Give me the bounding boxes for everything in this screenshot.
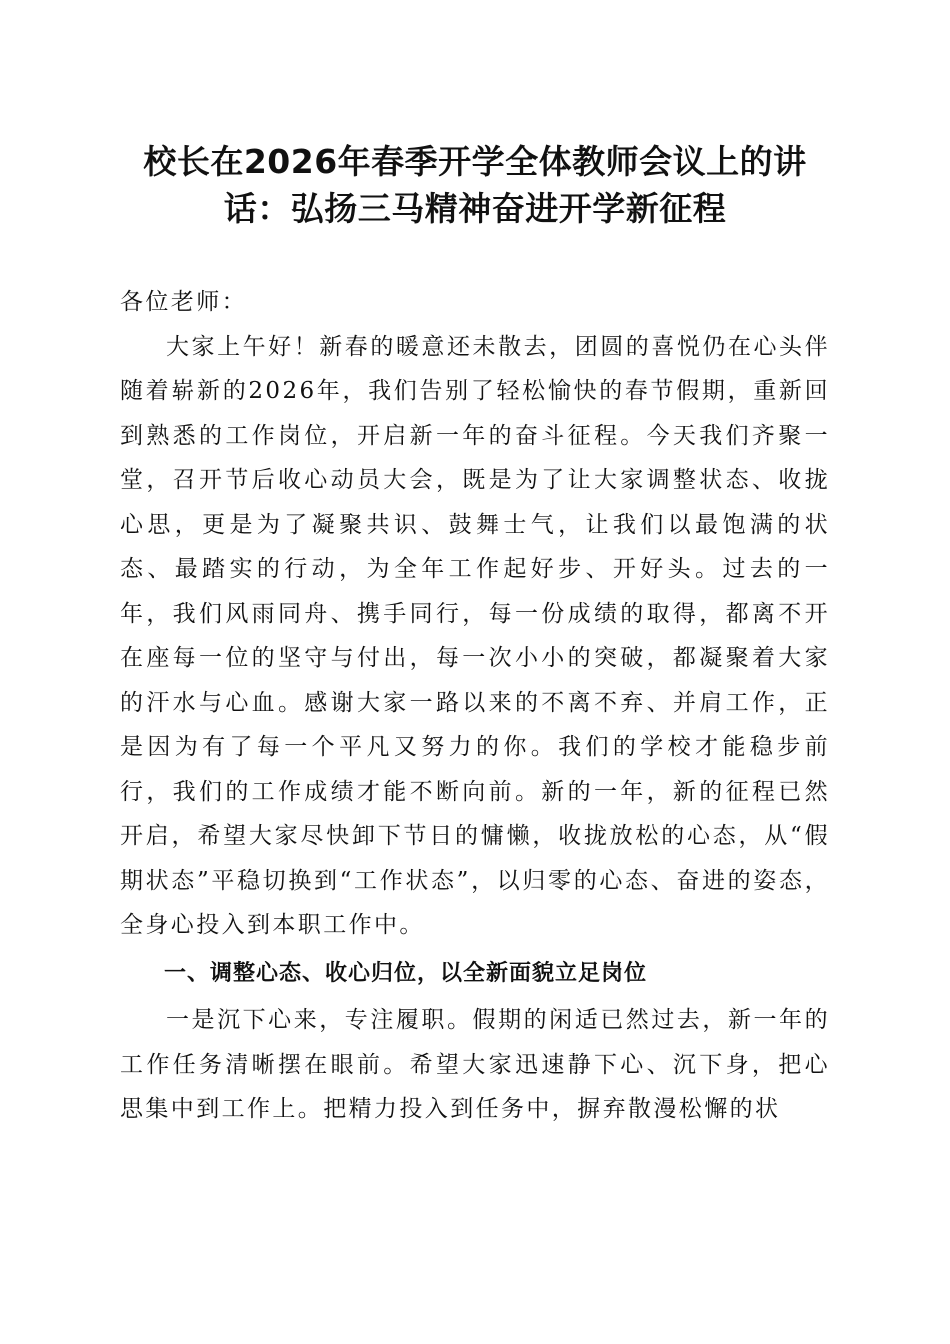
body-paragraph: 大家上午好！新春的暖意还未散去，团圆的喜悦仍在心头伴随着崭新的2026年，我们告别了轻松愉快的春节假期，重新回到熟悉的工作岗位，开启新一年的奋斗征程。今天我们齐聚一堂，召开节后收心动员大会，既是为了让大家调整状态、收拢心思，更是为了凝聚共识、鼓舞士气，让我们以最饱满的状态、最踏实的行动，为全年工作起好步、开好头。过去的一年，我们风雨同舟、携手同行，每一份成绩的取得，都离不开在座每一位的坚守与付出，每一次小小的突破，都凝聚着大家的汗水与心血。感谢大家一路以来的不离不弃、并肩工作，正是因为有了每一个平凡又努力的你。我们的学校才能稳步前行，我们的工作成绩才能不断向前。新的一年，新的征程已然开启，希望大家尽快卸下节日的慵懒，收拢放松的心态，从“假期状态”平稳切换到“工作状态”，以归零的心态、奋进的姿态，全身心投入到本职工作中。 xyxy=(120,333,830,938)
section-paragraph: 一是沉下心来，专注履职。假期的闲适已然过去，新一年的工作任务清晰摆在眼前。希望大家迅速静下心、沉下身，把心思集中到工作上。把精力投入到任务中，摒弃散漫松懈的状 xyxy=(120,1007,830,1122)
document-body xyxy=(120,280,830,1132)
salutation: 各位老师： xyxy=(120,289,247,315)
document-title: 校长在2026年春季开学全体教师会议上的讲话：弘扬三马精神奋进开学新征程 xyxy=(143,142,807,228)
section-heading: 一、调整心态、收心归位，以全新面貌立足岗位 xyxy=(164,960,648,986)
